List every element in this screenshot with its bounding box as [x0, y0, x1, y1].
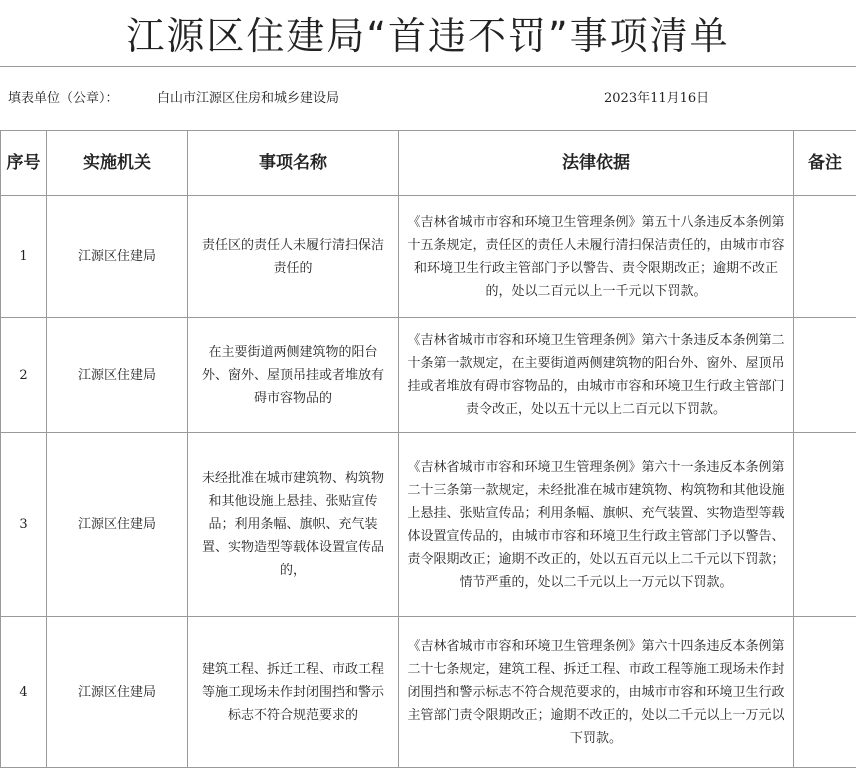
header-law: 法律依据 [399, 131, 794, 196]
cell-remark [794, 617, 856, 768]
items-table [0, 130, 856, 768]
cell-no: 3 [1, 433, 47, 617]
cell-remark [794, 433, 856, 617]
filing-unit-label: 填表单位（公章）： [8, 67, 119, 131]
header-item: 事项名称 [188, 131, 399, 196]
cell-remark [794, 196, 856, 318]
cell-law: 《吉林省城市市容和环境卫生管理条例》第六十一条违反本条例第二十三条第一款规定，未经批准在城市建筑物、构筑物和其他设施上悬挂、张贴宣传品；利用条幅、旗帜、充气装置、实物造型等载体设置宣传品的，由城市市容和环境卫生行政主管部门予以警告、责令限期改正；逾期不改正的，处以五百元以上二千元以下罚款；情节严重的，处以二千元以上一万元以下罚款。 [399, 433, 794, 617]
cell-item: 未经批准在城市建筑物、构筑物和其他设施上悬挂、张贴宣传品；利用条幅、旗帜、充气装置、实物造型等载体设置宣传品的， [188, 433, 399, 617]
table-row [1, 318, 856, 433]
cell-no: 1 [1, 196, 47, 318]
cell-law: 《吉林省城市市容和环境卫生管理条例》第六十四条违反本条例第二十七条规定，建筑工程、拆迁工程、市政工程等施工现场未作封闭围挡和警示标志不符合规范要求的，由城市市容和环境卫生行政主管部门责令限期改正；逾期不改正的，处以二千元以上一万元以下罚款。 [399, 617, 794, 768]
header-remark: 备注 [794, 131, 856, 196]
cell-remark [794, 318, 856, 433]
filing-date: 2023年11月16日 [604, 67, 709, 131]
cell-org: 江源区住建局 [47, 318, 188, 433]
cell-law: 《吉林省城市市容和环境卫生管理条例》第五十八条违反本条例第十五条规定，责任区的责任人未履行清扫保洁责任的，由城市市容和环境卫生行政主管部门予以警告、责令限期改正；逾期不改正的，处以二百元以上一千元以下罚款。 [399, 196, 794, 318]
cell-org: 江源区住建局 [47, 617, 188, 768]
table-header-row [1, 131, 856, 196]
form-meta-row [0, 66, 856, 130]
table-row [1, 433, 856, 617]
filing-unit-name: 白山市江源区住房和城乡建设局 [157, 67, 339, 131]
cell-item: 责任区的责任人未履行清扫保洁责任的 [188, 196, 399, 318]
cell-org: 江源区住建局 [47, 196, 188, 318]
cell-no: 2 [1, 318, 47, 433]
header-no: 序号 [1, 131, 47, 196]
cell-item: 在主要街道两侧建筑物的阳台外、窗外、屋顶吊挂或者堆放有碍市容物品的 [188, 318, 399, 433]
cell-item: 建筑工程、拆迁工程、市政工程等施工现场未作封闭围挡和警示标志不符合规范要求的 [188, 617, 399, 768]
cell-law: 《吉林省城市市容和环境卫生管理条例》第六十条违反本条例第二十条第一款规定，在主要街道两侧建筑物的阳台外、窗外、屋顶吊挂或者堆放有碍市容物品的，由城市市容和环境卫生行政主管部门责令改正，处以五十元以上二百元以下罚款。 [399, 318, 794, 433]
cell-no: 4 [1, 617, 47, 768]
header-org: 实施机关 [47, 131, 188, 196]
document-title: 江源区住建局“首违不罚”事项清单 [0, 6, 856, 66]
table-row [1, 617, 856, 768]
table-row [1, 196, 856, 318]
cell-org: 江源区住建局 [47, 433, 188, 617]
